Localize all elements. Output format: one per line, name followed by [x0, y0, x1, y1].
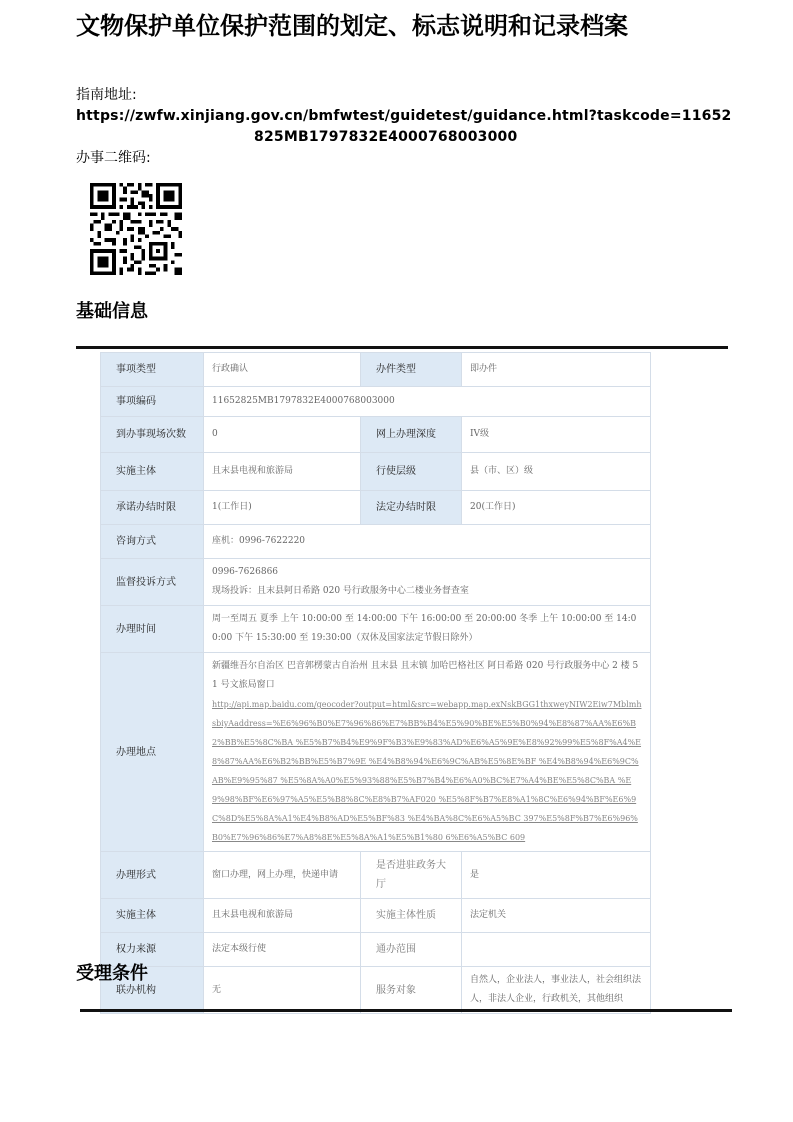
- place-address: 新疆维吾尔自治区 巴音郭楞蒙古自治州 且末县 且末镇 加哈巴格社区 阿日希路 020 号行政服务中心 2 楼 51 号文旅局窗口: [212, 661, 639, 690]
- cell-value: 窗口办理，网上办理，快递申请: [204, 852, 361, 899]
- cell-value: 即办件: [462, 353, 651, 387]
- cell-label: 法定办结时限: [361, 491, 462, 525]
- cell-label: 联办机构: [101, 967, 204, 1014]
- cell-label: 事项编码: [101, 387, 204, 417]
- cell-label: 办件类型: [361, 353, 462, 387]
- section-accept-conditions: 受理条件: [76, 963, 148, 984]
- cell-label: 实施主体: [101, 899, 204, 933]
- cell-value: [204, 559, 651, 606]
- table-row: [101, 559, 651, 606]
- cell-label: 实施主体: [101, 453, 204, 491]
- table-row: [101, 387, 651, 417]
- complaint-phone: 0996-7626866: [212, 567, 279, 577]
- cell-value: IV级: [462, 417, 651, 453]
- cell-value: [204, 653, 651, 852]
- cell-label: 行使层级: [361, 453, 462, 491]
- cell-value: 1(工作日): [204, 491, 361, 525]
- table-row: [101, 933, 651, 967]
- table-row: [101, 653, 651, 852]
- table-row: [101, 417, 651, 453]
- cell-label: 网上办理深度: [361, 417, 462, 453]
- cell-value: 0: [204, 417, 361, 453]
- divider-accept: [80, 1009, 732, 1012]
- guide-url-line1[interactable]: https://zwfw.xinjiang.gov.cn/bmfwtest/guidetest/guidance.html?taskcode=11652: [76, 108, 732, 124]
- cell-value: [462, 933, 651, 967]
- cell-label: 办理形式: [101, 852, 204, 899]
- place-map-link[interactable]: http://api.map.baidu.com/geocoder?output=html&src=webapp.map.exNskBGG1thxweyNIW2Eiw7MblmhsbiyAaddress=%E6%96%B0%E7%96%86%E7%BB%B4%E5%90%BE%E5%B0%94%E8%87%AA%E6%B2%BB%E5%8C%BA %E5%B7%B4%E9%9F%B3%E9%83%AD%E6%A5%9E%E8%92%99%E5%8F%A4%E8%87%AA%E6%B2%BB%E5%B7%9E %E4%B8%94%E6%9C%AB%E5%8E%BF %E4%B8%94%E6%9C%AB%E9%95%87 %E5%8A%A0%E5%93%88%E5%B7%B4%E6%A0%BC%E7%A4%BE%E5%8C%BA %E9%98%BF%E6%97%A5%E5%B8%8C%E8%B7%AF020 %E5%8F%B7%E8%A1%8C%E6%94%BF%E6%9C%8D%E5%8A%A1%E4%B8%AD%E5%BF%83 %E4%BA%8C%E6%A5%BC 397%E5%8F%B7%E6%96%B0%E7%96%86%E7%A8%8E%E5%8A%A1%E5%B1%80 6%E6%A5%BC 609: [212, 700, 642, 842]
- divider-basic: [76, 346, 728, 349]
- cell-label: 到办事现场次数: [101, 417, 204, 453]
- cell-label: 事项类型: [101, 353, 204, 387]
- table-row: [101, 453, 651, 491]
- cell-label: 办理时间: [101, 606, 204, 653]
- section-basic-info: 基础信息: [76, 301, 148, 322]
- table-row: [101, 852, 651, 899]
- cell-label: 监督投诉方式: [101, 559, 204, 606]
- cell-value: 自然人，企业法人，事业法人，社会组织法人，非法人企业，行政机关，其他组织: [462, 967, 651, 1014]
- table-row: [101, 491, 651, 525]
- cell-value: 是: [462, 852, 651, 899]
- cell-label: 咨询方式: [101, 525, 204, 559]
- qr-code-image: [90, 183, 182, 275]
- guide-url-line2[interactable]: 825MB1797832E4000768003000: [254, 129, 518, 145]
- cell-value: 且末县电视和旅游局: [204, 453, 361, 491]
- cell-label: 办理地点: [101, 653, 204, 852]
- cell-value: 法定机关: [462, 899, 651, 933]
- cell-value: 行政确认: [204, 353, 361, 387]
- cell-value: 周一至周五 夏季 上午 10:00:00 至 14:00:00 下午 16:00:00 至 20:00:00 冬季 上午 10:00:00 至 14:00:00 下午 15:30:00 至 19:30:00（双休及国家法定节假日除外）: [204, 606, 651, 653]
- table-row: [101, 899, 651, 933]
- cell-value: 且末县电视和旅游局: [204, 899, 361, 933]
- cell-label: 权力来源: [101, 933, 204, 967]
- basic-info-table: [100, 352, 651, 1014]
- cell-value: 无: [204, 967, 361, 1014]
- guide-label: 指南地址:: [76, 87, 137, 103]
- cell-value: 法定本级行使: [204, 933, 361, 967]
- cell-label: 通办范围: [361, 933, 462, 967]
- cell-value: 县（市、区）级: [462, 453, 651, 491]
- page-title: 文物保护单位保护范围的划定、标志说明和记录档案: [76, 12, 628, 40]
- table-row: [101, 353, 651, 387]
- table-row: [101, 525, 651, 559]
- cell-value: 座机：0996-7622220: [204, 525, 651, 559]
- table-row: [101, 606, 651, 653]
- cell-label: 是否进驻政务大厅: [361, 852, 462, 899]
- cell-label: 服务对象: [361, 967, 462, 1014]
- qr-label: 办事二维码:: [76, 150, 151, 166]
- complaint-onsite: 现场投诉：且末县阿日希路 020 号行政服务中心二楼业务督查室: [212, 586, 469, 596]
- cell-value: 20(工作日): [462, 491, 651, 525]
- cell-label: 实施主体性质: [361, 899, 462, 933]
- table-row: [101, 967, 651, 1014]
- cell-value: 11652825MB1797832E4000768003000: [204, 387, 651, 417]
- cell-label: 承诺办结时限: [101, 491, 204, 525]
